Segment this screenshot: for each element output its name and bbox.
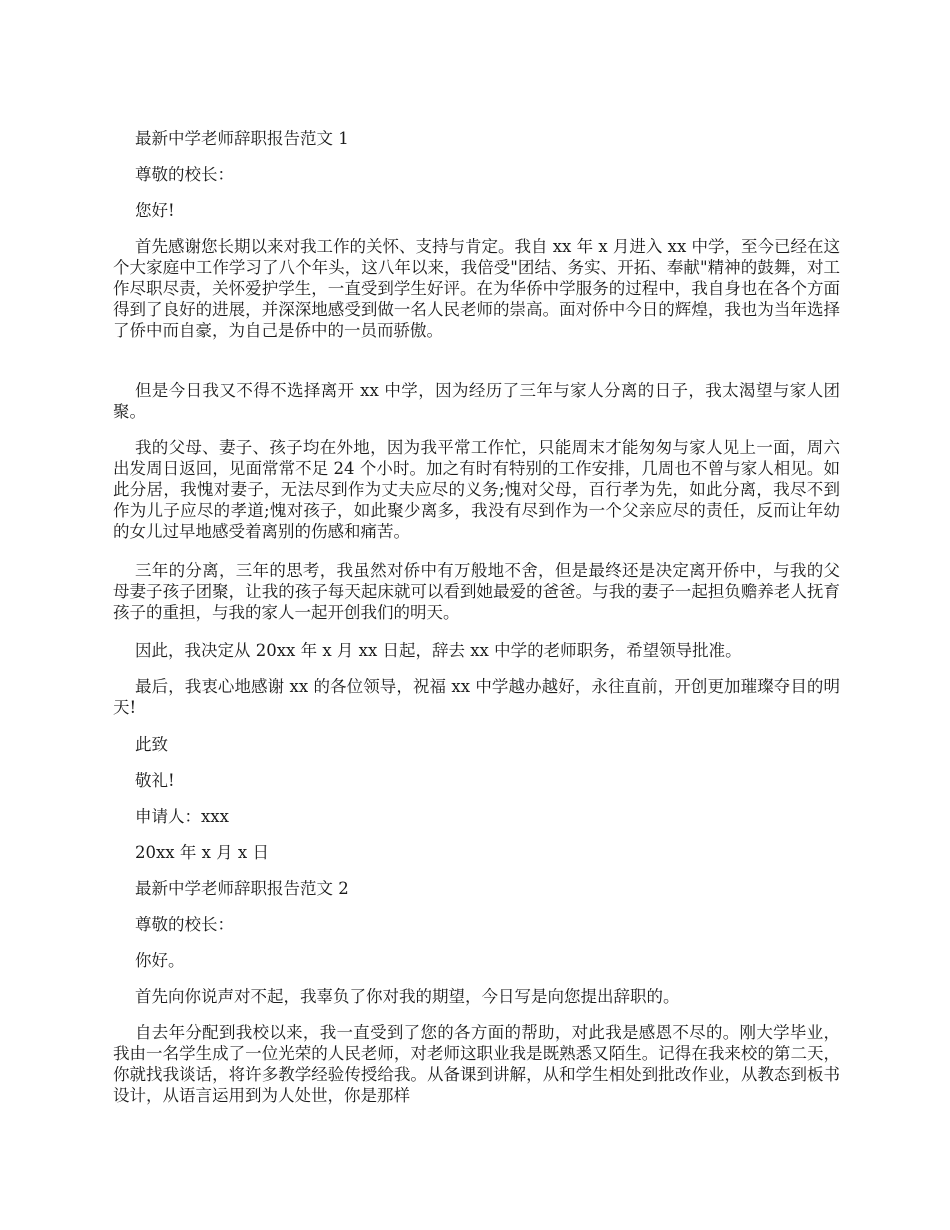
closing-jingli: 敬礼! bbox=[135, 771, 175, 790]
salutation-2: 尊敬的校长： bbox=[135, 915, 234, 934]
paragraph-intro: 首先感谢您长期以来对我工作的关怀、支持与肯定。我自 xx 年 x 月进入 xx 中学，至今已经在这个大家庭中工作学习了八个年头，这八年以来，我倍受"团结、务实、开拓、奉献"精神的鼓舞，对工作尽职尽责，关怀爱护学生，一直受到学生好评。在为华侨中学服务的过程中，我自身也在各个方面得到了良好的进展，并深深地感受到做一名人民老师的崇高。面对侨中今日的辉煌，我也为当年选择了侨中而自豪，为自己是侨中的一员而骄傲。 bbox=[113, 237, 840, 340]
applicant-line: 申请人：xxx bbox=[135, 807, 229, 826]
paragraph-decision: 三年的分离，三年的思考，我虽然对侨中有万般地不舍，但是最终还是决定离开侨中，与我的父母妻子孩子团聚，让我的孩子每天起床就可以看到她最爱的爸爸。与我的妻子一起担负赡养老人抚育孩子的重担，与我的家人一起开创我们的明天。 bbox=[113, 561, 840, 622]
paragraph-reason: 但是今日我又不得不选择离开 xx 中学，因为经历了三年与家人分离的日子，我太渴望与家人团聚。 bbox=[113, 381, 840, 421]
document-title-2: 最新中学老师辞职报告范文 2 bbox=[135, 879, 349, 898]
date-line: 20xx 年 x 月 x 日 bbox=[135, 843, 269, 862]
closing-cizhi: 此致 bbox=[135, 735, 168, 754]
paragraph-gratitude: 自去年分配到我校以来，我一直受到了您的各方面的帮助，对此我是感恩不尽的。刚大学毕业，我由一名学生成了一位光荣的人民老师，对老师这职业我是既熟悉又陌生。记得在我来校的第二天，你就找我谈话，将许多教学经验传授给我。从备课到讲解，从和学生相处到批改作业，从教态到板书设计，从语言运用到为人处世，你是那样 bbox=[113, 1023, 840, 1105]
paragraph-thanks: 最后，我衷心地感谢 xx 的各位领导，祝福 xx 中学越办越好，永往直前，开创更加璀璨夺目的明天! bbox=[113, 677, 840, 717]
greeting-1: 您好! bbox=[135, 201, 175, 220]
document-title-1: 最新中学老师辞职报告范文 1 bbox=[135, 129, 349, 148]
paragraph-family: 我的父母、妻子、孩子均在外地，因为我平常工作忙，只能周末才能匆匆与家人见上一面，周六出发周日返回，见面常常不足 24 个小时。加之有时有特别的工作安排，几周也不曾与家人相见。如此分居，我愧对妻子，无法尽到作为丈夫应尽的义务;愧对父母，百行孝为先，如此分离，我尽不到作为儿子应尽的孝道;愧对孩子，如此聚少离多，我没有尽到作为一个父亲应尽的责任，反而让年幼的女儿过早地感受着离别的伤感和痛苦。 bbox=[113, 438, 840, 541]
paragraph-resignation: 因此，我决定从 20xx 年 x 月 xx 日起，辞去 xx 中学的老师职务，希望领导批准。 bbox=[135, 641, 742, 660]
salutation-1: 尊敬的校长： bbox=[135, 165, 234, 184]
greeting-2: 你好。 bbox=[135, 951, 185, 970]
paragraph-apology: 首先向你说声对不起，我辜负了你对我的期望，今日写是向您提出辞职的。 bbox=[135, 987, 680, 1006]
